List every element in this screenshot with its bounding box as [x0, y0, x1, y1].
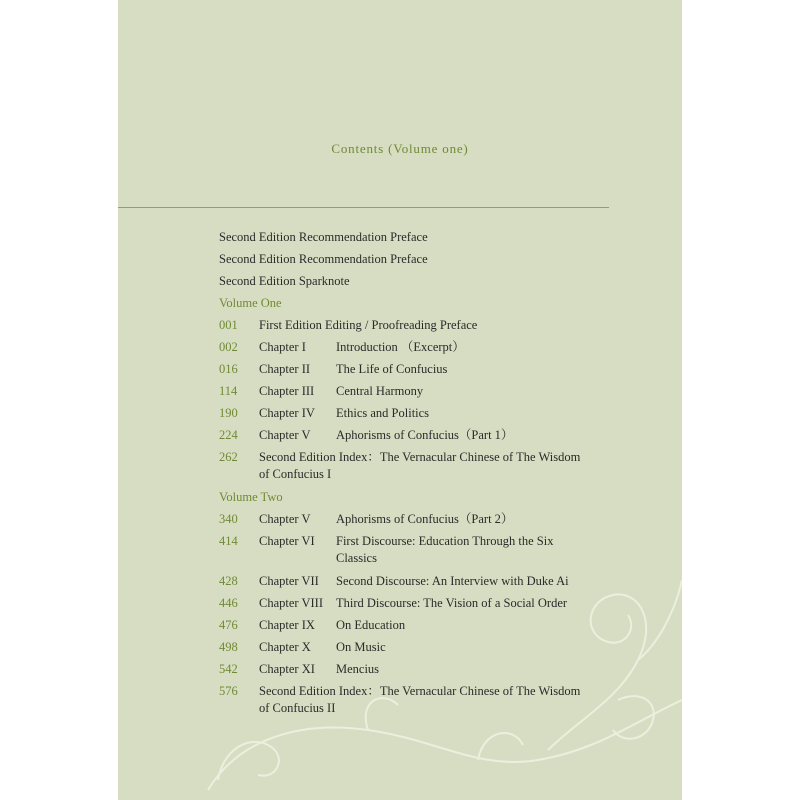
- entry-title: Ethics and Politics: [336, 406, 430, 420]
- entry-title: Second Edition Index：The Vernacular Chinese of The Wisdom of Confucius I: [259, 450, 581, 481]
- chapter-label: Chapter VI: [259, 534, 315, 548]
- page-number: 224: [219, 428, 238, 442]
- chapter-label: Chapter VII: [259, 574, 319, 588]
- page-number: 576: [219, 684, 238, 698]
- page-number: 476: [219, 618, 238, 632]
- toc-entry[interactable]: [219, 405, 679, 427]
- toc-entry[interactable]: [219, 361, 679, 383]
- volume-two-label: Volume Two: [219, 490, 283, 504]
- chapter-label: Chapter V: [259, 512, 311, 526]
- table-of-contents: [219, 229, 679, 723]
- chapter-label: Chapter XI: [259, 662, 315, 676]
- chapter-label: Chapter III: [259, 384, 315, 398]
- page-number: 016: [219, 362, 238, 376]
- entry-title: On Education: [336, 618, 406, 632]
- chapter-label: Chapter VIII: [259, 596, 323, 610]
- toc-entry[interactable]: [219, 595, 679, 617]
- entry-title: Aphorisms of Confucius（Part 2）: [336, 512, 514, 526]
- chapter-label: Chapter II: [259, 362, 311, 376]
- toc-entry[interactable]: [219, 317, 679, 339]
- book-page: [118, 0, 682, 800]
- toc-entry[interactable]: [219, 449, 679, 489]
- toc-entry[interactable]: [219, 533, 679, 573]
- toc-entry[interactable]: [219, 427, 679, 449]
- entry-title: The Life of Confucius: [336, 362, 448, 376]
- chapter-label: Chapter IX: [259, 618, 315, 632]
- entry-title: Second Discourse: An Interview with Duke Ai: [336, 574, 569, 588]
- entry-title: First Discourse: Education Through the Six Classics: [336, 534, 554, 565]
- toc-entry[interactable]: [219, 383, 679, 405]
- page-number: 542: [219, 662, 238, 676]
- entry-title: Aphorisms of Confucius（Part 1）: [336, 428, 514, 442]
- entry-title: Introduction （Excerpt）: [336, 340, 465, 354]
- toc-entry[interactable]: [219, 661, 679, 683]
- page-number: 114: [219, 384, 238, 398]
- toc-entry[interactable]: [219, 511, 679, 533]
- volume-one-label: Volume One: [219, 296, 282, 310]
- toc-entry[interactable]: [219, 339, 679, 361]
- entry-title: Third Discourse: The Vision of a Social Order: [336, 596, 568, 610]
- toc-entry[interactable]: [219, 639, 679, 661]
- toc-front-matter-item[interactable]: Second Edition Recommendation Preface: [219, 252, 428, 266]
- contents-heading: Contents (Volume one): [331, 141, 469, 156]
- entry-title: Second Edition Index：The Vernacular Chinese of The Wisdom of Confucius II: [259, 684, 581, 715]
- page-number: 340: [219, 512, 238, 526]
- page-number: 190: [219, 406, 238, 420]
- toc-front-matter-item[interactable]: Second Edition Sparknote: [219, 274, 350, 288]
- entry-title: Central Harmony: [336, 384, 424, 398]
- page-number: 414: [219, 534, 238, 548]
- toc-front-matter-item[interactable]: Second Edition Recommendation Preface: [219, 230, 428, 244]
- page-number: 262: [219, 450, 238, 464]
- toc-entry[interactable]: [219, 683, 679, 723]
- page-number: 002: [219, 340, 238, 354]
- chapter-label: Chapter I: [259, 340, 306, 354]
- page-number: 001: [219, 318, 238, 332]
- toc-entry[interactable]: [219, 573, 679, 595]
- entry-title: First Edition Editing / Proofreading Preface: [259, 318, 478, 332]
- chapter-label: Chapter X: [259, 640, 311, 654]
- page-number: 446: [219, 596, 238, 610]
- page-number: 498: [219, 640, 238, 654]
- heading-divider: [118, 207, 609, 208]
- entry-title: On Music: [336, 640, 386, 654]
- page-number: 428: [219, 574, 238, 588]
- chapter-label: Chapter V: [259, 428, 311, 442]
- chapter-label: Chapter IV: [259, 406, 315, 420]
- toc-entry[interactable]: [219, 617, 679, 639]
- entry-title: Mencius: [336, 662, 380, 676]
